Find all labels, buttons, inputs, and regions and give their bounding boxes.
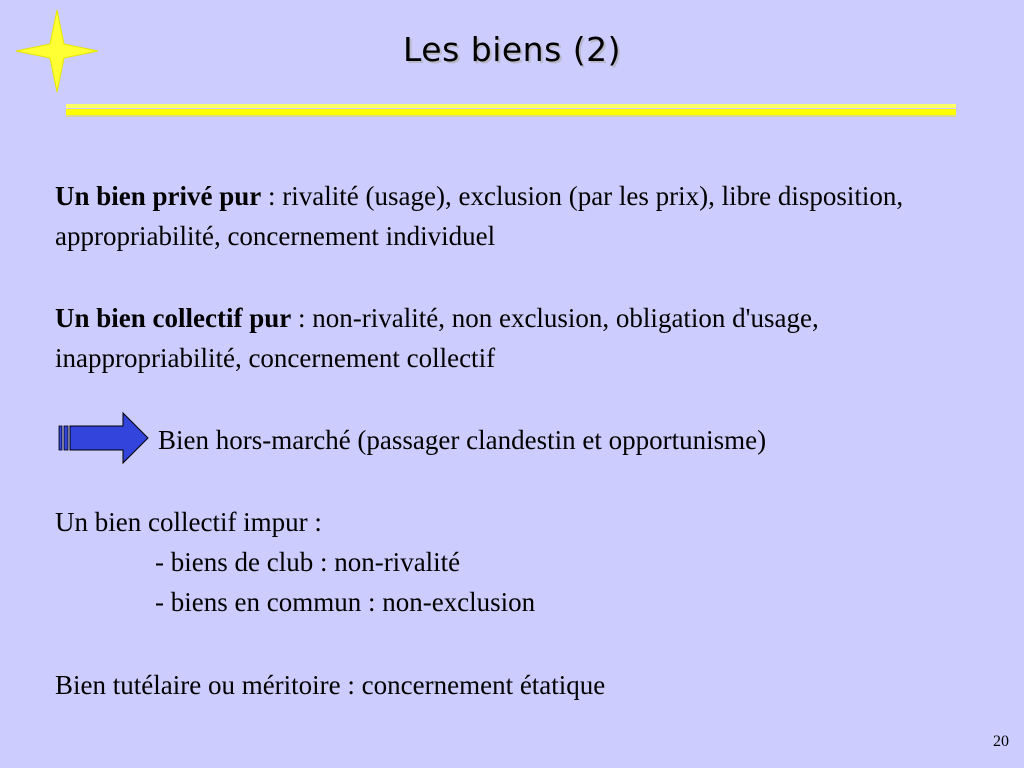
collective-good-term: Un bien collectif pur <box>55 303 292 333</box>
right-arrow-icon <box>57 411 151 465</box>
slide-body <box>55 176 985 705</box>
list-item: - biens de club : non-rivalité <box>155 547 461 577</box>
slide-title: Les biens (2) <box>402 30 622 69</box>
non-market-good-text: Bien hors-marché (passager clandestin et opportunisme) <box>158 425 767 455</box>
list-item: - biens en commun : non-exclusion <box>155 587 536 617</box>
title-underline <box>66 104 956 118</box>
impure-good-heading: Un bien collectif impur : <box>55 507 322 537</box>
collective-good-definition: : non-rivalité, non exclusion, obligation d'usage, inappropriabilité, concernement collectif <box>55 303 819 373</box>
collective-good-paragraph <box>55 298 985 378</box>
private-good-paragraph <box>55 176 985 256</box>
private-good-definition: : rivalité (usage), exclusion (par les prix), libre disposition, appropriabilité, concernement individuel <box>55 181 904 251</box>
arrow-row <box>55 420 985 460</box>
page-number: 20 <box>993 733 1009 750</box>
private-good-term: Un bien privé pur <box>55 181 262 211</box>
tutelary-good-text: Bien tutélaire ou méritoire : concernement étatique <box>55 670 606 700</box>
